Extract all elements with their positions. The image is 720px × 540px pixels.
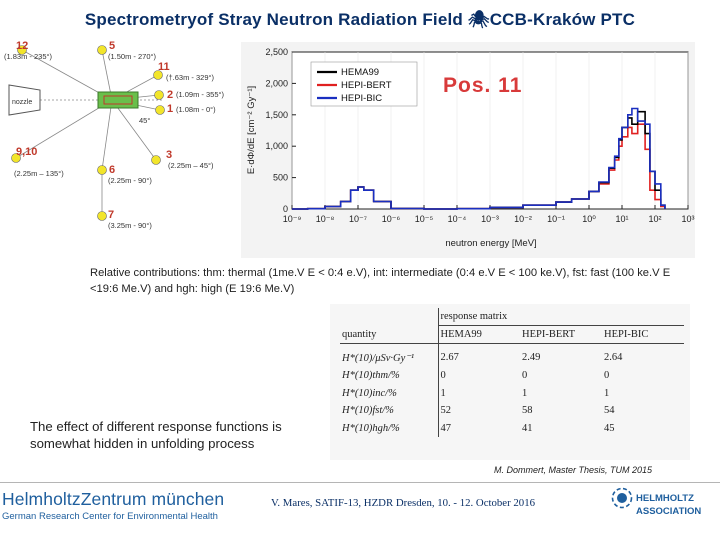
nozzle-label: nozzle (12, 99, 33, 106)
svg-text:(2.25m – 45°): (2.25m – 45°) (168, 161, 214, 170)
position-12 (4, 40, 53, 61)
y-tick-label: 500 (272, 172, 288, 183)
svg-text:(†.63m - 329°): (†.63m - 329°) (166, 73, 215, 82)
table-row (340, 349, 684, 367)
response-table (340, 308, 684, 437)
position-annotation: Pos. 11 (443, 74, 523, 97)
position-1 (156, 103, 217, 115)
table-cell: 54 (604, 405, 615, 417)
svg-text:3: 3 (166, 149, 173, 161)
table-row (340, 402, 684, 420)
position-2 (155, 89, 225, 101)
x-tick-label: 10⁻⁶ (381, 214, 401, 224)
row-quantity: H*(10)fst/% (340, 402, 438, 420)
table-cell: 47 (440, 422, 451, 434)
header-hepi-bert: HEPI-BERT (520, 326, 602, 344)
table-cell: 45 (604, 422, 615, 434)
table-cell: 2.67 (440, 352, 459, 364)
logo-line1: HELMHOLTZ (636, 493, 694, 504)
svg-text:12: 12 (16, 40, 29, 52)
row-quantity: H*(10)/μSv·Gy⁻¹ (340, 349, 438, 367)
x-tick-label: 10⁻² (514, 214, 532, 224)
y-tick-label: 1,000 (265, 141, 288, 152)
measurement-geometry-diagram (4, 40, 238, 240)
svg-text:11: 11 (158, 61, 170, 73)
table-cell: 1 (604, 387, 610, 399)
position-5 (98, 40, 157, 61)
svg-text:1: 1 (167, 103, 174, 115)
table-cell: 1 (440, 387, 446, 399)
svg-text:(2.25m - 90°): (2.25m - 90°) (108, 176, 152, 185)
y-axis-ticks (265, 47, 296, 214)
y-tick-label: 2,500 (265, 47, 288, 57)
header-quantity: quantity (340, 326, 438, 344)
svg-text:9,10: 9,10 (16, 146, 38, 158)
x-tick-label: 10⁰ (582, 214, 596, 224)
svg-text:2: 2 (167, 89, 174, 101)
table-row (340, 420, 684, 438)
table-cell: 58 (522, 405, 533, 417)
svg-text:(1.08m - 0°): (1.08m - 0°) (176, 105, 216, 114)
table-cell: 0 (440, 370, 446, 382)
response-matrix-table (330, 304, 690, 460)
table-cell: 0 (604, 370, 610, 382)
table-row (340, 384, 684, 402)
y-axis-label: E·dΦ/dE [cm⁻² Gy⁻¹] (246, 85, 257, 175)
header-hepi-bic: HEPI-BIC (602, 326, 684, 344)
legend (311, 62, 417, 106)
relative-contributions-caption: Relative contributions: thm: thermal (1me.V E < 0:4 e.V), int: intermediate (0:4 e.V E < 100 ke.V), fst: fast (100 ke.V E <19:6 Me.V) and hgh: high (E 19:6 Me.V) (90, 267, 671, 295)
table-row (340, 367, 684, 385)
svg-text:(1.83m - 235°): (1.83m - 235°) (4, 52, 53, 61)
footer-conference-text: V. Mares, SATIF-13, HZDR Dresden, 10. - 12. October 2016 (271, 497, 535, 509)
group-header: response matrix (438, 308, 684, 326)
org-name: HelmholtzZentrum münchen (2, 489, 225, 509)
table-cell: 2.64 (604, 352, 623, 364)
svg-text:(3.25m - 90°): (3.25m - 90°) (108, 221, 152, 230)
row-quantity: H*(10)thm/% (340, 367, 438, 385)
geometry-svg (4, 40, 238, 240)
svg-text:(1.09m - 355°): (1.09m - 355°) (176, 90, 225, 99)
x-tick-label: 10⁻⁹ (282, 214, 302, 224)
legend-hepi-bert: HEPI-BERT (341, 80, 392, 91)
table-cell: 52 (440, 405, 451, 417)
x-tick-label: 10⁻⁵ (414, 214, 434, 224)
row-quantity: H*(10)hgh/% (340, 420, 438, 438)
position-3 (152, 149, 215, 170)
x-tick-label: 10² (648, 214, 662, 224)
logo-line2: ASSOCIATION (636, 506, 702, 517)
svg-text:(2.25m – 135°): (2.25m – 135°) (14, 169, 64, 178)
spectrum-svg (241, 42, 695, 258)
x-tick-label: 10⁻⁸ (315, 214, 335, 224)
position-9-10 (12, 146, 65, 178)
x-axis-label: neutron energy [MeV] (445, 238, 537, 249)
source-citation: M. Dommert, Master Thesis, TUM 2015 (494, 465, 653, 475)
y-tick-label: 1,500 (265, 109, 288, 120)
position-11 (154, 61, 215, 82)
helmholtz-emblem-icon (613, 489, 632, 508)
empty-corner (340, 308, 438, 326)
table-cell: 0 (522, 370, 528, 382)
legend-hema99: HEMA99 (341, 67, 380, 78)
svg-text:5: 5 (109, 40, 116, 52)
x-tick-label: 10¹ (615, 214, 629, 224)
x-tick-label: 10⁻⁴ (447, 214, 467, 224)
helmholtz-zentrum-logo (2, 489, 262, 522)
y-tick-label: 2,000 (265, 78, 288, 89)
x-tick-label: 10³ (681, 214, 695, 224)
slide-title: Spectrometryof Stray Neutron Radiation Field 🕷CCB-Kraków PTC (84, 10, 636, 29)
geometry-lines (16, 50, 164, 212)
position-7 (98, 209, 153, 230)
table-cell: 41 (522, 422, 533, 434)
position-6 (98, 164, 153, 185)
y-tick-label: 0 (282, 204, 288, 214)
angle-label: 45° (139, 116, 151, 125)
neutron-spectrum-chart (241, 42, 695, 258)
x-tick-label: 10⁻³ (481, 214, 499, 224)
helmholtz-association-logo (600, 484, 712, 524)
header-hema99: HEMA99 (438, 326, 520, 344)
svg-text:6: 6 (109, 164, 116, 176)
svg-text:7: 7 (108, 209, 115, 221)
legend-hepi-bic: HEPI-BIC (341, 93, 383, 104)
unfolding-note: The effect of different response functions is somewhat hidden in unfolding process (30, 419, 282, 451)
svg-text:(1.50m - 270°): (1.50m - 270°) (108, 52, 157, 61)
footer-divider (0, 482, 720, 483)
table-cell: 1 (522, 387, 528, 399)
table-cell: 2.49 (522, 352, 541, 364)
x-tick-label: 10⁻⁷ (348, 214, 368, 224)
x-tick-label: 10⁻¹ (547, 214, 565, 224)
helmholtz-logo-svg (600, 484, 712, 524)
row-quantity: H*(10)inc/% (340, 384, 438, 402)
org-subtitle: German Research Center for Environmental Health (2, 511, 218, 522)
